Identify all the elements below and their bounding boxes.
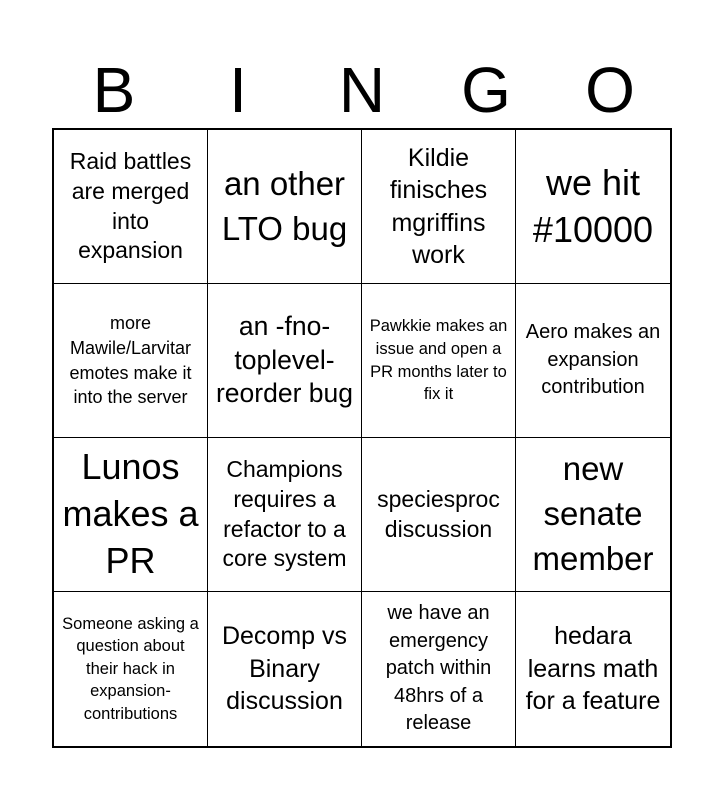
bingo-cell-text: Champions requires a refactor to a core system xyxy=(222,455,347,572)
bingo-cell-8[interactable] xyxy=(516,284,670,438)
bingo-cell-5[interactable] xyxy=(54,284,208,438)
bingo-cell-text: new senate member xyxy=(532,450,654,577)
bingo-cell-6[interactable] xyxy=(208,284,362,438)
bingo-cell-7[interactable] xyxy=(362,284,516,438)
bingo-cell-text: Pawkkie makes an issue and open a PR months later to fix it xyxy=(369,317,508,404)
bingo-cell-11[interactable] xyxy=(362,438,516,592)
bingo-cell-10[interactable] xyxy=(208,438,362,592)
bingo-cell-text: an -fno-toplevel-reorder bug xyxy=(215,311,353,409)
bingo-cell-16[interactable] xyxy=(516,592,670,746)
bingo-cell-9[interactable] xyxy=(54,438,208,592)
bingo-grid xyxy=(52,128,672,748)
bingo-cell-text: Aero makes an expansion contribution xyxy=(525,321,661,399)
bingo-cell-text: speciesproc discussion xyxy=(377,485,500,542)
bingo-cell-text: hedara learns math for a feature xyxy=(525,622,661,716)
bingo-cell-text: Raid battles are merged into expansion xyxy=(69,147,192,264)
bingo-cell-13[interactable] xyxy=(54,592,208,746)
bingo-cell-text: Lunos makes a PR xyxy=(62,446,199,581)
bingo-cell-text: Kildie finisches mgriffins work xyxy=(389,143,488,269)
header-letter-g: G xyxy=(461,54,511,126)
bingo-cell-3[interactable] xyxy=(362,130,516,284)
header-letter-o: O xyxy=(585,54,635,126)
bingo-cell-text: Decomp vs Binary discussion xyxy=(221,622,348,716)
header-letter-b: B xyxy=(92,54,136,126)
header-letter-n: N xyxy=(338,54,386,126)
bingo-cell-14[interactable] xyxy=(208,592,362,746)
bingo-cell-15[interactable] xyxy=(362,592,516,746)
bingo-cell-text: we have an emergency patch within 48hrs of a release xyxy=(385,602,492,735)
bingo-cell-12[interactable] xyxy=(516,438,670,592)
bingo-cell-text: Someone asking a question about their hack in expansion-contributions xyxy=(62,614,199,723)
bingo-cell-text: an other LTO bug xyxy=(221,164,348,247)
bingo-cell-1[interactable] xyxy=(54,130,208,284)
bingo-cell-2[interactable] xyxy=(208,130,362,284)
bingo-header xyxy=(52,52,672,128)
header-letter-i: I xyxy=(229,54,247,126)
bingo-cell-text: we hit #10000 xyxy=(532,161,654,250)
bingo-cell-4[interactable] xyxy=(516,130,670,284)
bingo-cell-text: more Mawile/Larvitar emotes make it into the server xyxy=(69,312,192,408)
